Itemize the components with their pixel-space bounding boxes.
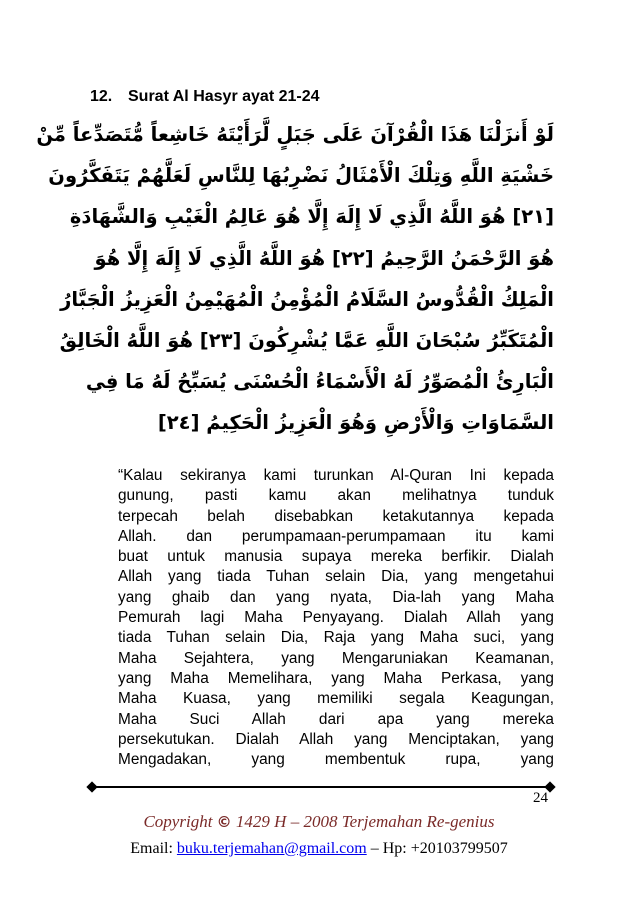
arabic-line: لَوْ أَنزَلْنَا هَذَا الْقُرْآنَ عَلَى جَبَلٍ لَّرَأَيْتَهُ خَاشِعاً مُّتَصَدِّعاً مِّنْ	[36, 123, 554, 146]
arabic-line: هُوَ الرَّحْمَنُ الرَّحِيمُ [٢٢] هُوَ اللَّهُ الَّذِي لَا إِلَهَ إِلَّا هُوَ	[94, 246, 554, 270]
translation-line: Maha Kuasa, yang memiliki segala Keagungan,	[118, 690, 554, 708]
phone-text: – Hp: +20103799507	[370, 840, 508, 857]
translation-line: persekutukan. Dialah Allah yang Menciptakan, yang	[118, 730, 554, 748]
arabic-line: السَّمَاوَاتِ وَالْأَرْضِ وَهُوَ الْعَزِيزُ الْحَكِيمُ [٢٤]	[157, 411, 554, 435]
email-link[interactable]: buku.terjemahan@gmail.com	[176, 840, 367, 857]
arabic-line: الْمُتَكَبِّرُ سُبْحَانَ اللَّهِ عَمَّا يُشْرِكُونَ [٢٣] هُوَ اللَّهُ الْخَالِقُ	[59, 328, 554, 352]
email-label: Email:	[130, 840, 173, 857]
translation-line: Maha Sejahtera, yang Mengaruniakan Keamanan,	[118, 649, 554, 667]
page-number: 24	[533, 790, 548, 806]
translation-line: Allah. dan perumpamaan-perumpamaan itu kami	[118, 527, 554, 545]
arabic-line: خَشْيَةِ اللَّهِ وَتِلْكَ الْأَمْثَالُ نَضْرِبُهَا لِلنَّاسِ لَعَلَّهُمْ يَتَفَكَّرُونَ	[48, 164, 554, 188]
translation-line: buat untuk manusia supaya mereka berfikir. Dialah	[118, 548, 554, 566]
translation-line: yang ghaib dan yang nyata, Dia-lah yang Maha	[118, 588, 554, 606]
copyright-prefix: Copyright	[143, 812, 213, 831]
arabic-line: الْبَارِئُ الْمُصَوِّرُ لَهُ الْأَسْمَاءُ الْحُسْنَى يُسَبِّحُ لَهُ مَا فِي	[85, 370, 554, 394]
translation-line: yang Maha Memelihara, yang Maha Perkasa, yang	[118, 669, 554, 687]
diamond-left-icon	[86, 781, 97, 792]
translation-line: “Kalau sekiranya kami turunkan Al-Quran Ini kepada	[118, 467, 554, 484]
translation-line: Mengadakan, yang membentuk rupa, yang	[118, 751, 554, 769]
translation-line: Allah yang tiada Tuhan selain Dia, yang mengetahui	[118, 568, 554, 586]
translation-line: Maha Suci Allah dari apa yang mereka	[118, 710, 554, 728]
translation-line: Pemurah lagi Maha Penyayang. Dialah Allah yang	[118, 609, 554, 627]
arabic-line: الْمَلِكُ الْقُدُّوسُ السَّلَامُ الْمُؤْمِنُ الْمُهَيْمِنُ الْعَزِيزُ الْجَبَّارُ	[60, 287, 554, 311]
arabic-line: [٢١] هُوَ اللَّهُ الَّذِي لَا إِلَهَ إِلَّا هُوَ عَالِمُ الْغَيْبِ وَالشَّهَادَةِ	[69, 205, 554, 229]
copyright-line	[0, 812, 638, 832]
footer-divider	[92, 786, 550, 788]
arabic-verse-block	[36, 114, 554, 444]
translation-block	[118, 466, 554, 770]
section-heading	[90, 88, 320, 106]
section-number: 12.	[90, 88, 113, 105]
copyright-text: 1429 H – 2008 Terjemahan Re-genius	[235, 812, 495, 831]
copyright-icon: ©	[216, 813, 232, 831]
section-title: Surat Al Hasyr ayat 21-24	[128, 88, 320, 105]
translation-line: terpecah belah disebabkan ketakutannya kepada	[118, 507, 554, 525]
translation-line: tiada Tuhan selain Dia, Raja yang Maha suci, yang	[118, 629, 554, 647]
translation-line: gunung, pasti kamu akan melihatnya tunduk	[118, 487, 554, 505]
contact-line	[0, 840, 638, 858]
